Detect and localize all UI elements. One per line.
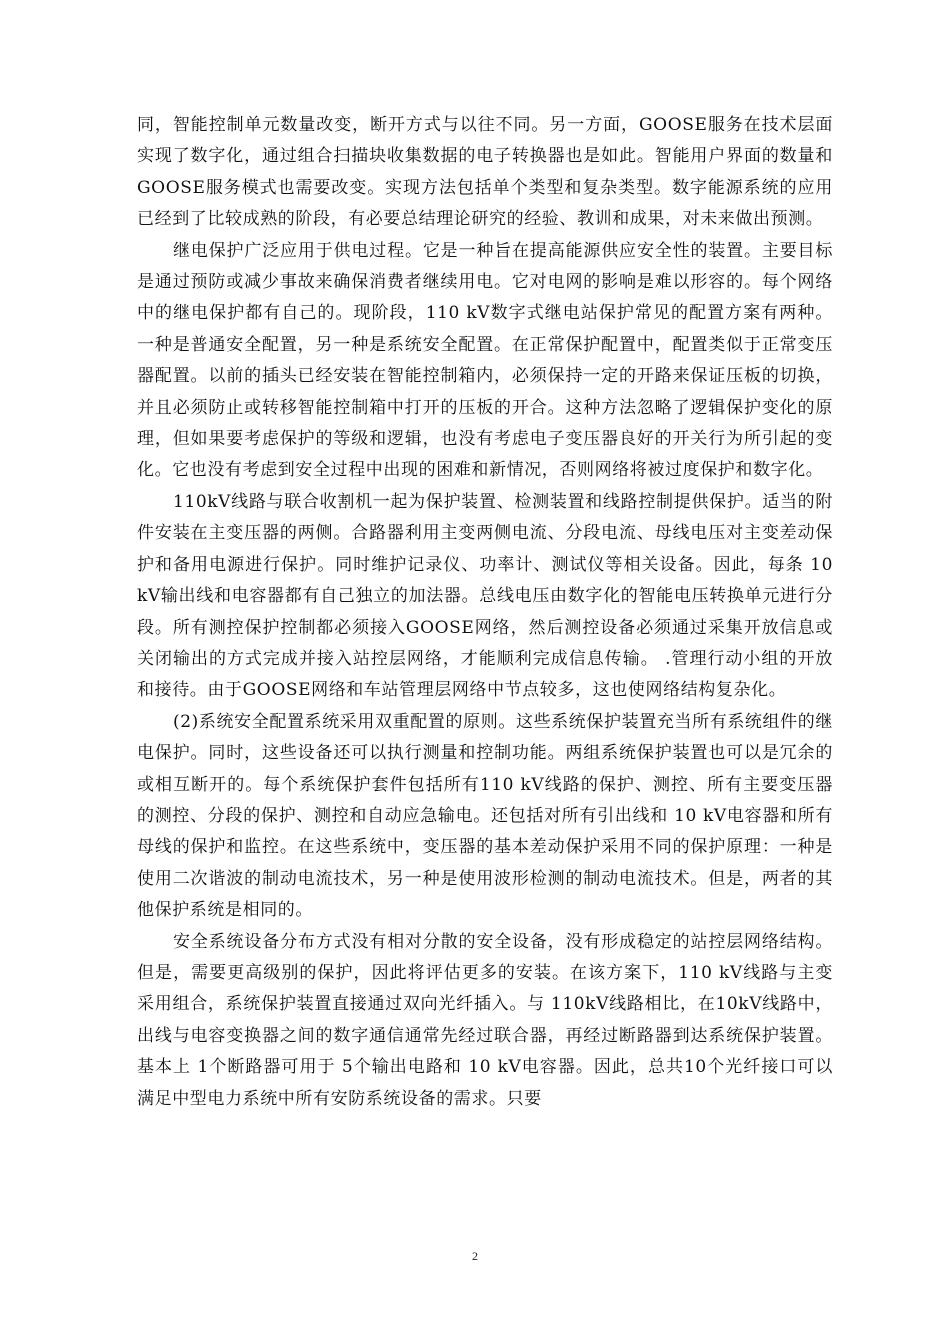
document-body [137,110,833,1115]
paragraph-3: 110kV线路与联合收割机一起为保护装置、检测装置和线路控制提供保护。适当的附件安装在主变压器的两侧。合路器利用主变两侧电流、分段电流、母线电压对主变差动保护和备用电源进行保护。同时维护记录仪、功率计、测试仪等相关设备。因此，每条 10 kV输出线和电容器都有自己独立的加法器。总线电压由数字化的智能电压转换单元进行分段。所有测控保护控制都必须接入GOOSE网络，然后测控设备必须通过采集开放信息或关闭输出的方式完成并接入站控层网络，才能顺利完成信息传输。 .管理行动小组的开放和接待。由于GOOSE网络和车站管理层网络中节点较多，这也使网络结构复杂化。 [137,491,833,701]
page-number: 2 [472,1249,478,1263]
paragraph-2: 继电保护广泛应用于供电过程。它是一种旨在提高能源供应安全性的装置。主要目标是通过预防或减少事故来确保消费者继续用电。它对电网的影响是难以形容的。每个网络中的继电保护都有自己的。现阶段，110 kV数字式继电站保护常见的配置方案有两种。一种是普通安全配置，另一种是系统安全配置。在正常保护配置中，配置类似于正常变压器配置。以前的插头已经安装在智能控制箱内，必须保持一定的开路来保证压板的切换，并且必须防止或转移智能控制箱中打开的压板的开合。这种方法忽略了逻辑保护变化的原理，但如果要考虑保护的等级和逻辑，也没有考虑电子变压器良好的开关行为所引起的变化。它也没有考虑到安全过程中出现的困难和新情况，否则网络将被过度保护和数字化。 [137,240,833,481]
paragraph-1: 同，智能控制单元数量改变，断开方式与以往不同。另一方面，GOOSE服务在技术层面实现了数字化，通过组合扫描块收集数据的电子转换器也是如此。智能用户界面的数量和 GOOSE服务模式也需要改变。实现方法包括单个类型和复杂类型。数字能源系统的应用已经到了比较成熟的阶段，有必要总结理论研究的经验、教训和成果，对未来做出预测。 [137,115,833,230]
paragraph-4: (2)系统安全配置系统采用双重配置的原则。这些系统保护装置充当所有系统组件的继电保护。同时，这些设备还可以执行测量和控制功能。两组系统保护装置也可以是冗余的或相互断开的。每个系统保护套件包括所有110 kV线路的保护、测控、所有主要变压器的测控、分段的保护、测控和自动应急输电。还包括对所有引出线和 10 kV电容器和所有母线的保护和监控。在这些系统中，变压器的基本差动保护采用不同的保护原理：一种是使用二次谐波的制动电流技术，另一种是使用波形检测的制动电流技术。但是，两者的其他保护系统是相同的。 [137,711,833,921]
paragraph-5: 安全系统设备分布方式没有相对分散的安全设备，没有形成稳定的站控层网络结构。但是，需要更高级别的保护，因此将评估更多的安装。在该方案下，110 kV线路与主变采用组合，系统保护装置直接通过双向光纤插入。与 110kV线路相比，在10kV线路中，出线与电容变换器之间的数字通信通常先经过联合器，再经过断路器到达系统保护装置。基本上 1个断路器可用于 5个输出电路和 10 kV电容器。因此，总共10个光纤接口可以满足中型电力系统中所有安防系统设备的需求。只要 [137,931,833,1109]
